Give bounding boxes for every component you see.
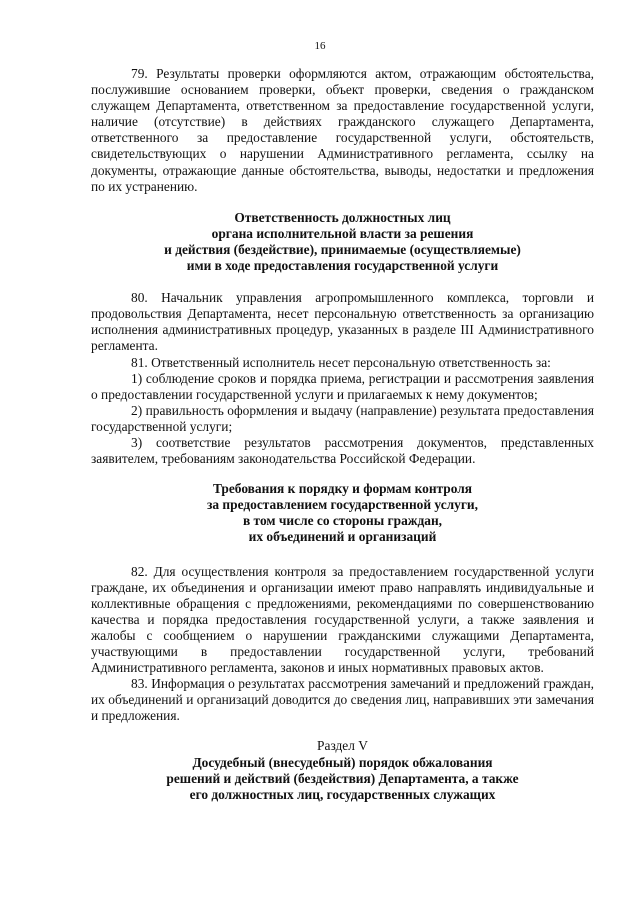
heading-line: его должностных лиц, государственных служащих [189,786,496,802]
heading-appeal-procedure [91,755,594,803]
heading-line: Досудебный (внесудебный) порядок обжалования [192,754,493,770]
paragraph-81-item-2: 2) правильность оформления и выдачу (направление) результата предоставления государственной услуги; [91,402,594,434]
heading-line: в том числе со стороны граждан, [242,513,443,529]
page-number: 16 [314,40,326,52]
paragraph-83: 83. Информация о результатах рассмотрения замечаний и предложений граждан, их объединений и организаций доводится до сведения лиц, направивших эти замечания и предложения. [91,676,594,724]
heading-line: ими в ходе предоставления государственной услуги [186,258,499,274]
paragraph-79: 79. Результаты проверки оформляются актом, отражающим обстоятельства, послужившие основанием проверки, объект проверки, сведения о гражданском служащем Департамента, ответственном за предоставление государственной услуги, наличие (отсутствие) в действиях гражданского служащего Департамента, ответственного за предоставление государственной услуги, обстоятельств, свидетельствующих о нарушении Административного регламента, ссылку на документы, отражающие данные обстоятельства, выводы, недостатки и предложения по их устранению. [91,66,594,194]
heading-responsibility [91,210,594,274]
paragraph-82: 82. Для осуществления контроля за предоставлением государственной услуги граждане, их объединения и организации имеют право направлять индивидуальные и коллективные обращения с предложениями, рекомендациями по совершенствованию качества и порядка предоставления государственной услуги, а также заявления и жалобы с сообщением о нарушении гражданскими служащими Департамента, участвующими в предоставлении государственной услуги, требований Административного регламента, законов и иных нормативных правовых актов. [91,563,594,676]
document-body [91,66,594,803]
paragraph-81-item-3: 3) соответствие результатов рассмотрения документов, представленных заявителем, требованиям законодательства Российской Федерации. [91,434,594,467]
heading-line: Ответственность должностных лиц [234,209,451,225]
paragraph-80: 80. Начальник управления агропромышленного комплекса, торговли и продовольствия Департамента, несет персональную ответственность за организацию исполнения административных процедур, указанных в разделе III Административного регламента. [91,290,594,354]
heading-line: за предоставлением государственной услуги, [207,497,478,513]
section-label: Раздел V [317,738,368,754]
heading-line: Требования к порядку и формам контроля [212,481,473,497]
heading-control-requirements [91,481,594,545]
paragraph-81-item-1: 1) соблюдение сроков и порядка приема, регистрации и рассмотрения заявления о предоставлении государственной услуги и прилагаемых к нему документов; [91,370,594,402]
paragraph-81: 81. Ответственный исполнитель несет персональную ответственность за: [131,354,551,370]
heading-line: их объединений и организаций [248,529,437,545]
heading-line: решений и действий (бездействия) Департамента, а также [166,770,519,786]
heading-line: и действия (бездействие), принимаемые (осуществляемые) [164,241,521,257]
heading-line: органа исполнительной власти за решения [211,225,474,241]
